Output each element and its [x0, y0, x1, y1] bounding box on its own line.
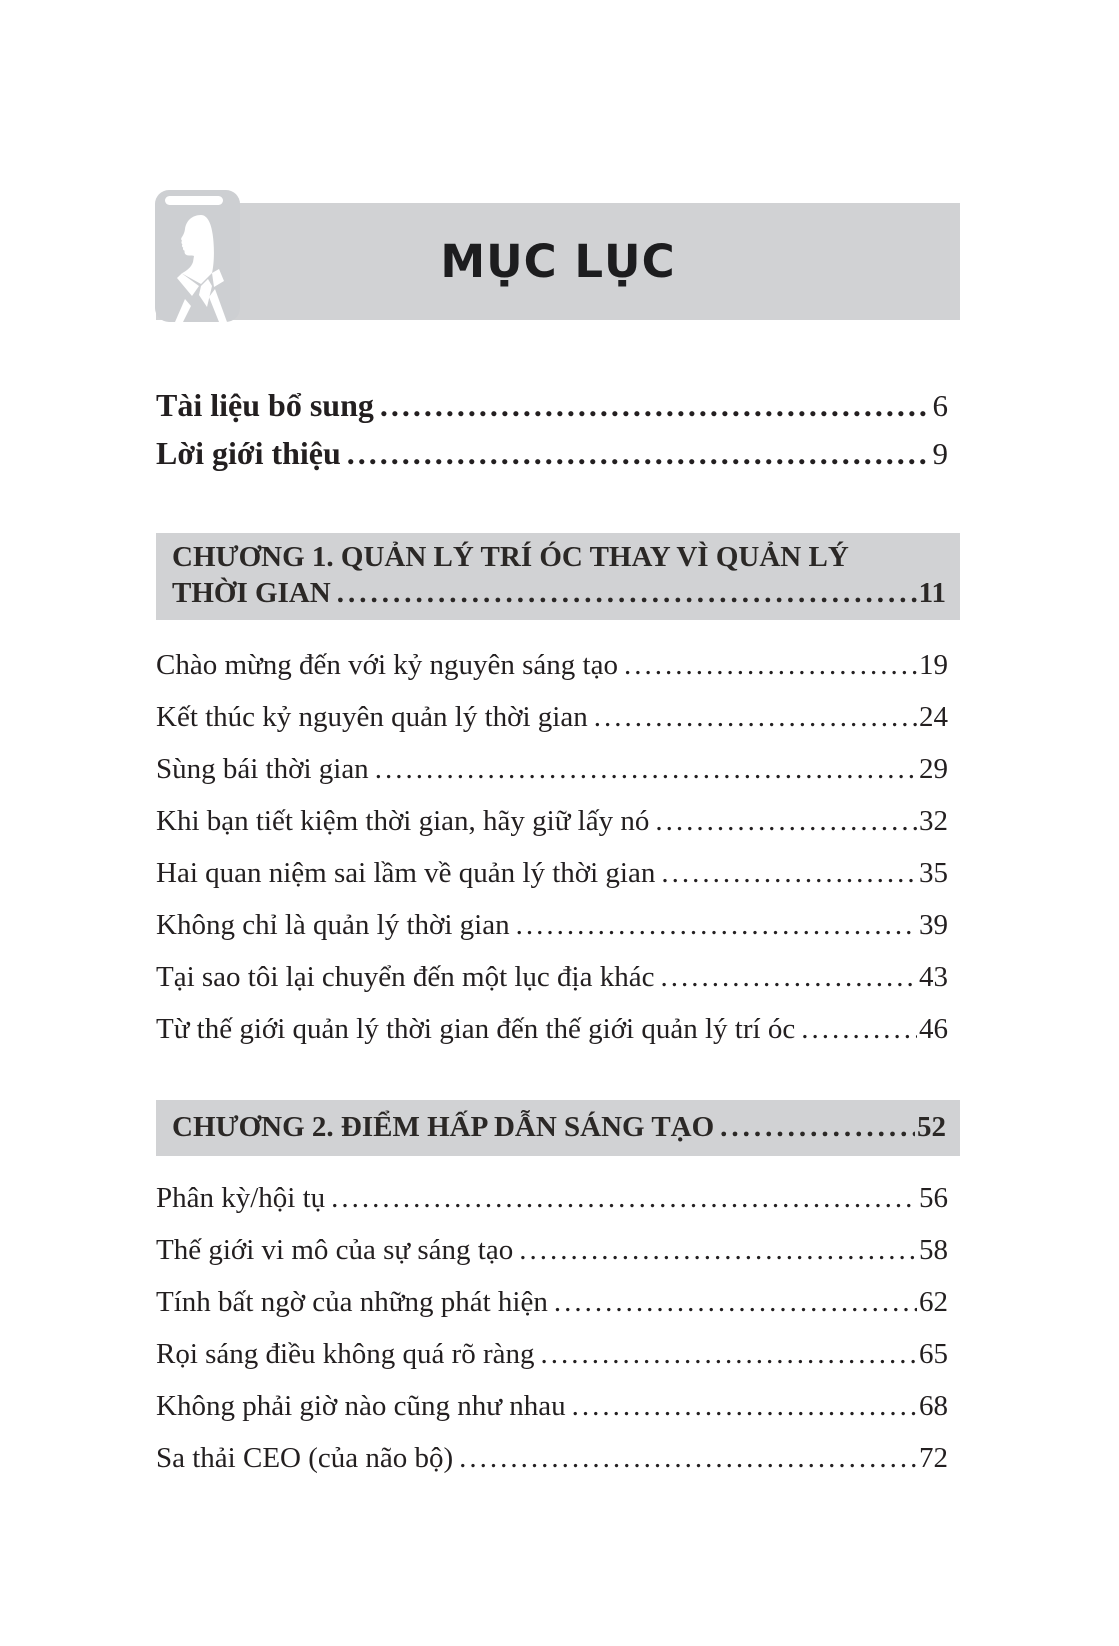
chapter1-entry-list	[156, 645, 948, 1061]
page-number: 6	[932, 388, 948, 423]
row-label: Tài liệu bổ sung	[156, 387, 374, 423]
chapter-heading-lastline	[172, 575, 946, 611]
chapter2-entry-list	[156, 1178, 948, 1490]
page-number: 19	[919, 649, 948, 681]
page-number: 68	[919, 1390, 948, 1422]
chapter-heading-text: CHƯƠNG 2. ĐIỂM HẤP DẪN SÁNG TẠO	[172, 1111, 715, 1143]
row-label: Kết thúc kỷ nguyên quản lý thời gian	[156, 701, 588, 733]
page-number: 32	[919, 805, 948, 837]
row-label: Không chỉ là quản lý thời gian	[156, 909, 510, 941]
row-label: Khi bạn tiết kiệm thời gian, hãy giữ lấy nó	[156, 805, 650, 837]
dot-leader	[661, 853, 917, 893]
chapter-heading-box	[156, 1100, 960, 1156]
dot-leader	[331, 1178, 917, 1218]
dot-leader	[660, 957, 917, 997]
page-number: 11	[918, 577, 946, 609]
row-label: Lời giới thiệu	[156, 435, 341, 471]
toc-row	[156, 749, 948, 789]
businessman-profile-icon	[155, 190, 240, 322]
row-label: Hai quan niệm sai lầm về quản lý thời gian	[156, 857, 656, 889]
row-label: Sùng bái thời gian	[156, 753, 369, 785]
toc-row	[156, 853, 948, 893]
dot-leader	[519, 1230, 917, 1270]
chapter-heading-line: CHƯƠNG 1. QUẢN LÝ TRÍ ÓC THAY VÌ QUẢN LÝ	[172, 541, 849, 573]
header-band	[156, 203, 960, 320]
row-label: Từ thế giới quản lý thời gian đến thế giới quản lý trí óc	[156, 1013, 796, 1045]
dot-leader	[516, 905, 917, 945]
dot-leader	[594, 697, 917, 737]
dot-leader	[541, 1334, 917, 1374]
page-number: 9	[932, 436, 948, 471]
dot-leader	[572, 1386, 917, 1426]
row-label: Sa thải CEO (của não bộ)	[156, 1442, 454, 1474]
row-label: Tại sao tôi lại chuyển đến một lục địa khác	[156, 961, 655, 993]
toc-row	[156, 1178, 948, 1218]
toc-row	[156, 801, 948, 841]
row-label: Rọi sáng điều không quá rõ ràng	[156, 1338, 535, 1370]
row-label: Tính bất ngờ của những phát hiện	[156, 1286, 548, 1318]
page-title: MỤC LỤC	[440, 235, 676, 288]
page-number: 46	[919, 1013, 948, 1045]
chapter-heading-text: THỜI GIAN	[172, 577, 331, 609]
page-number: 56	[919, 1182, 948, 1214]
toc-row	[156, 645, 948, 685]
dot-leader	[380, 381, 931, 429]
toc-row	[156, 905, 948, 945]
row-label: Phân kỳ/hội tụ	[156, 1182, 326, 1214]
dot-leader	[624, 645, 917, 685]
dot-leader	[801, 1009, 917, 1049]
front-matter-list	[156, 381, 948, 477]
toc-row	[156, 1334, 948, 1374]
toc-row	[156, 1230, 948, 1270]
toc-row	[156, 697, 948, 737]
toc-row	[156, 1009, 948, 1049]
row-label: Thế giới vi mô của sự sáng tạo	[156, 1234, 514, 1266]
dot-leader	[720, 1109, 915, 1145]
chapter-heading-lastline	[172, 1109, 946, 1145]
dot-leader	[459, 1438, 917, 1478]
row-label: Chào mừng đến với kỷ nguyên sáng tạo	[156, 649, 618, 681]
dot-leader	[375, 749, 917, 789]
dot-leader	[347, 429, 931, 477]
toc-row	[156, 1438, 948, 1478]
dot-leader	[655, 801, 917, 841]
toc-row	[156, 957, 948, 997]
page-number: 65	[919, 1338, 948, 1370]
page-number: 58	[919, 1234, 948, 1266]
toc-row	[156, 381, 948, 429]
page-number: 35	[919, 857, 948, 889]
toc-row	[156, 429, 948, 477]
page-number: 39	[919, 909, 948, 941]
page-number: 24	[919, 701, 948, 733]
page-number: 62	[919, 1286, 948, 1318]
page-number: 52	[917, 1111, 946, 1143]
page-number: 72	[919, 1442, 948, 1474]
dot-leader	[337, 575, 917, 611]
dot-leader	[554, 1282, 917, 1322]
toc-row	[156, 1282, 948, 1322]
toc-row	[156, 1386, 948, 1426]
page-number: 43	[919, 961, 948, 993]
page-number: 29	[919, 753, 948, 785]
row-label: Không phải giờ nào cũng như nhau	[156, 1390, 566, 1422]
chapter-heading-box	[156, 533, 960, 620]
